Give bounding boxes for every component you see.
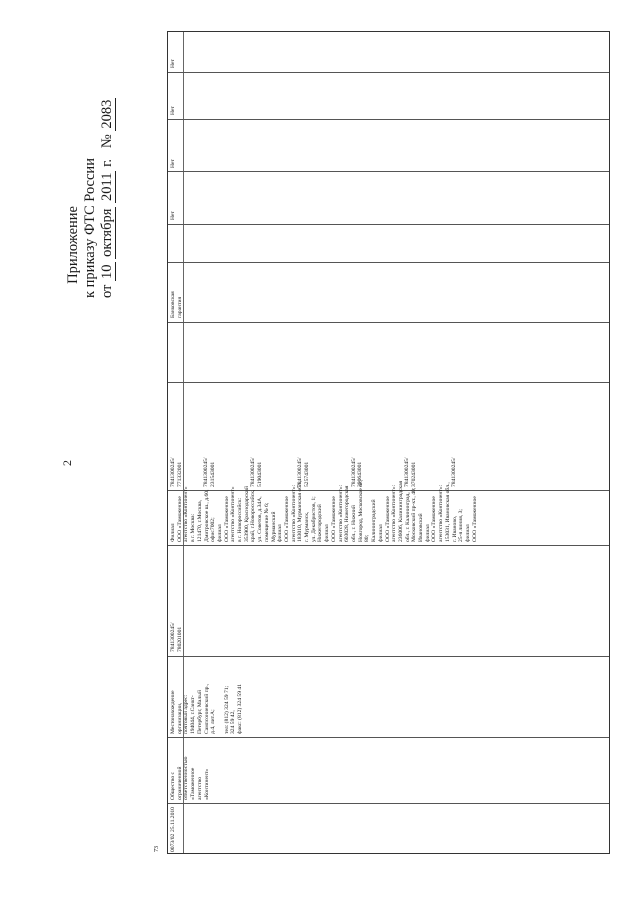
location-cell: Местонахождение организации, почтовый адрес: 194044, г.Санкт- Петербург, Малый Сампсониевский пр., д.4, лит.А; тел: (812) 324 59 71; 324 59 42, факс: (812) 324 59 41 [170,683,244,734]
branches-cell: Филиал ООО «Таможенное агентство «Континент» в г. Москва: 121470, г.Москва, Дмитровское ш., д.60, офис7002; филиал ООО «Таможенное агентство «Континент» в г. Новороссийск: 353900, Краснодарский край, г.Новороссийск, ул. Советов, д.34А, помещение № 6; Мурманский филиал ООО «Таможенное агентство «Континент»: 183010, Мурманская обл., г. Мурманск, ул. Декабристов, 1; Нижегородский филиал ООО «Таможенное агентство «Континент»: 603028, Нижегородская обл., г. Нижний Новгород, Московское ш., 80; Калининградский филиал ООО «Таможенное агентство «Континент»: 236006, Калининградская обл., г. Калининград, Московский пр-кт., 40; Ивановский филиал ООО «Таможенное агентство «Континент»: 153031, Ивановская обл., г. Иваново, 25-я линия, 3; филиал ООО «Таможенное [170,479,478,542]
reg-number-cell: 0073/02 [170,833,176,852]
security-cell: Банковская гарантия [170,291,183,318]
order-number: 2083 [99,99,115,129]
appendix-title: Приложение [65,206,81,284]
appendix-order-date: от 10 октября 2011 г. № 2083 [99,99,115,298]
appendix-header [65,98,116,298]
flag-cell-3: Нет [170,159,176,168]
branch-codes-cell: 7841300245/ 771332001 7841300245/ 231543001 7841300245/ 519043001 7841300245/ 525743001 7841300245/ 390643001 7841300245/ 370243001 7841300245/ [170,457,458,487]
date-cell: 25.11.2010 [170,807,176,832]
row-divider [168,322,609,323]
row-divider [168,119,609,120]
flag-cell-1: Нет [170,59,176,68]
row-divider [168,545,609,546]
row-divider [168,224,609,225]
order-year: 2011 [99,172,115,201]
row-index-cell: 73 [154,846,160,852]
row-divider [168,803,609,804]
flag-cell-2: Нет [170,106,176,115]
flag-cell-4: Нет [170,211,176,220]
row-divider [168,171,609,172]
organization-name-cell: Общество с ограниченной ответственностью «Таможенное агентство «Континент» [170,756,210,800]
row-divider [168,262,609,263]
row-divider [168,382,609,383]
row-divider [168,656,609,657]
order-day: 10 [99,264,115,279]
appendix-order-ref: к приказу ФТС России [82,158,98,298]
row-divider [168,737,609,738]
registry-table [154,31,610,854]
page-number: 2 [60,460,74,466]
inn-kpp-cell: 7841300245/ 780201001 [170,622,183,652]
order-month: октября [99,208,115,257]
row-divider [168,72,609,73]
